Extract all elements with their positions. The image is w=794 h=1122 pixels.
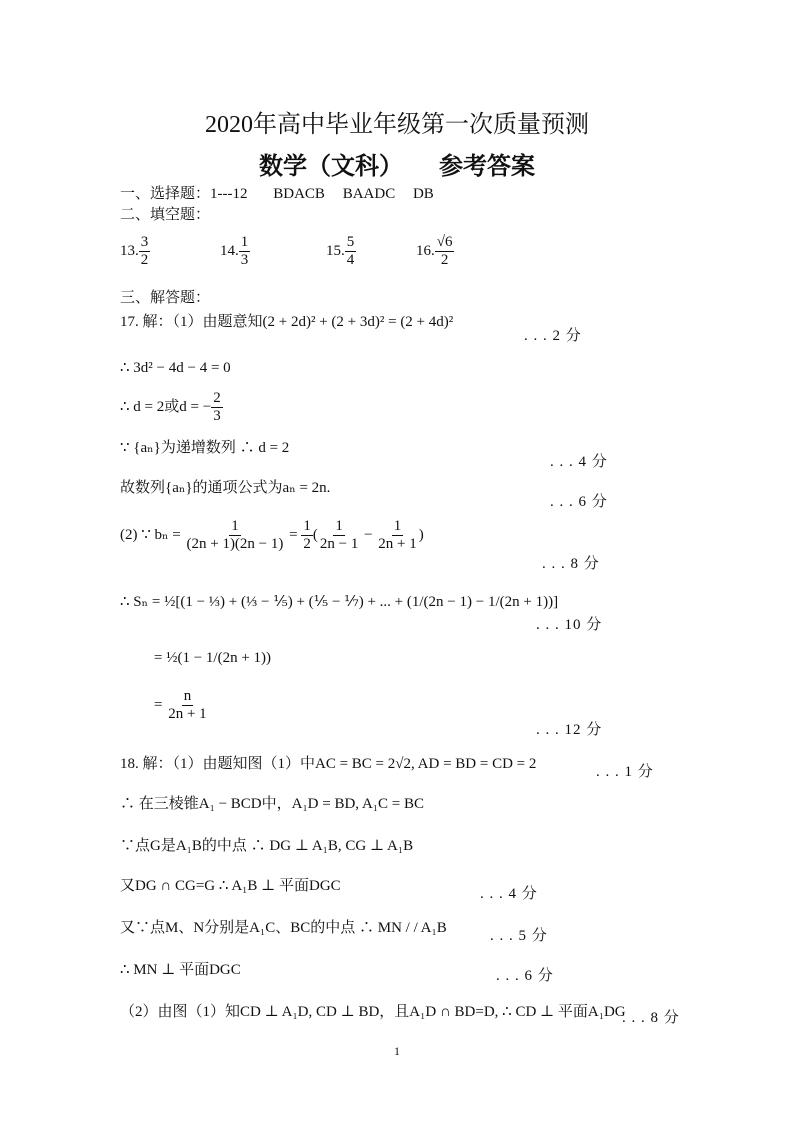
- q17-line-6-half-num: 1: [301, 518, 313, 536]
- q17-points-5: . . . 10 分: [536, 617, 603, 633]
- q17-line-6-den: (2n + 1)(2n − 1): [186, 536, 284, 553]
- q17-line-9-eq: =: [154, 697, 163, 714]
- q17-line-3-den: 3: [213, 408, 221, 425]
- choice-answers-2: BAADC: [342, 186, 396, 202]
- fill-15: [326, 234, 356, 270]
- q17-line-6-rparen: ): [418, 527, 424, 544]
- q18-line-6: ∴ MN ⊥ 平面DGC: [120, 962, 241, 978]
- q17-line-6-eq: =: [289, 527, 298, 544]
- q18-points-5: . . . 8 分: [622, 1010, 680, 1026]
- fill-14-no: 14.: [220, 243, 239, 260]
- fill-16-num: √6: [435, 234, 455, 252]
- q17-line-1: 17. 解：（1）由题意知(2 + 2d)² + (2 + 3d)² = (2 + 4d)²: [120, 314, 454, 330]
- q17-line-8: = ½(1 − 1/(2n + 1)): [154, 650, 272, 666]
- fill-13-num: 3: [139, 234, 151, 252]
- section-solutions: 三、解答题：: [120, 290, 211, 306]
- q17-line-6-minus: −: [364, 527, 373, 544]
- fill-15-den: 4: [346, 252, 355, 269]
- q17-points-3: . . . 6 分: [550, 494, 608, 510]
- q18-points-2: . . . 4 分: [480, 886, 538, 902]
- q17-line-6-lhs: (2) ∵ bₙ =: [120, 527, 181, 544]
- q18-line-5: 又∵点M、N分别是A₁C、BC的中点 ∴ MN / / A₁B: [120, 920, 447, 936]
- page-subtitle: 数学（文科） 参考答案: [259, 154, 535, 180]
- q17-line-6-half-den: 2: [303, 536, 311, 553]
- q18-points-3: . . . 5 分: [490, 928, 548, 944]
- section-fill: 二、填空题：: [120, 207, 211, 223]
- q17-line-5: 故数列{aₙ}的通项公式为aₙ = 2n.: [120, 480, 331, 496]
- q18-points-1: . . . 1 分: [596, 764, 654, 780]
- q17-line-6-f1-den: 2n − 1: [319, 536, 359, 553]
- q18-points-4: . . . 6 分: [496, 968, 554, 984]
- q17-points-6: . . . 12 分: [536, 722, 603, 738]
- q17-points-2: . . . 4 分: [550, 454, 608, 470]
- fill-16-den: 2: [440, 252, 449, 269]
- q17-line-6-f2-den: 2n + 1: [378, 536, 417, 553]
- q17-line-3: [120, 390, 223, 426]
- q17-line-6-f1-num: 1: [333, 518, 345, 536]
- q17-line-4: ∵ {aₙ}为递增数列 ∴ d = 2: [120, 440, 290, 456]
- fill-15-no: 15.: [326, 243, 345, 260]
- q17-line-9: [154, 688, 209, 724]
- section-choice: [120, 182, 434, 203]
- q17-line-7: ∴ Sₙ = ½[(1 − ⅓) + (⅓ − ⅕) + (⅕ − ⅐) + ... + (1/(2n − 1) − 1/(2n + 1))]: [120, 594, 559, 610]
- fill-14-num: 1: [239, 234, 251, 252]
- q18-line-3: ∵点G是A₁B的中点 ∴ DG ⊥ A₁B, CG ⊥ A₁B: [120, 838, 414, 854]
- fill-16-no: 16.: [416, 243, 435, 260]
- q17-points-4: . . . 8 分: [542, 556, 600, 572]
- q17-line-6-f2-num: 1: [392, 518, 404, 536]
- q18-line-2: ∴ 在三棱锥A₁ − BCD中，A₁D = BD, A₁C = BC: [120, 796, 425, 812]
- q18-line-7: （2）由图（1）知CD ⊥ A₁D, CD ⊥ BD，且A₁D ∩ BD=D, ∴ CD ⊥ 平面A₁DG: [120, 1004, 626, 1020]
- q17-line-9-num: n: [182, 688, 194, 706]
- q17-line-3-text: ∴ d = 2或d = −: [120, 399, 212, 416]
- q18-line-4: 又DG ∩ CG=G ∴ A₁B ⊥ 平面DGC: [120, 878, 341, 894]
- fill-13: [120, 234, 150, 270]
- fill-13-den: 2: [140, 252, 149, 269]
- q17-line-9-den: 2n + 1: [168, 706, 207, 723]
- q17-line-6-lparen: (: [312, 527, 318, 544]
- q17-line-2: ∴ 3d² − 4d − 4 = 0: [120, 360, 231, 376]
- q17-points-1: . . . 2 分: [524, 328, 582, 344]
- choice-answers-3: DB: [412, 186, 434, 202]
- fill-14: [220, 234, 250, 270]
- q17-line-6: [120, 518, 424, 554]
- fill-13-no: 13.: [120, 243, 139, 260]
- page-title: 2020年高中毕业年级第一次质量预测: [205, 112, 589, 138]
- q18-line-1: 18. 解：（1）由题知图（1）中AC = BC = 2√2, AD = BD = CD = 2: [120, 756, 537, 772]
- q17-line-6-num: 1: [229, 518, 241, 536]
- q17-line-3-num: 2: [211, 390, 223, 408]
- choice-answers-1: BDACB: [273, 186, 325, 202]
- choice-label: 一、选择题：1---12: [120, 186, 248, 202]
- fill-16: [416, 234, 454, 270]
- fill-15-num: 5: [345, 234, 357, 252]
- fill-14-den: 3: [240, 252, 249, 269]
- page-number: 1: [394, 1044, 400, 1058]
